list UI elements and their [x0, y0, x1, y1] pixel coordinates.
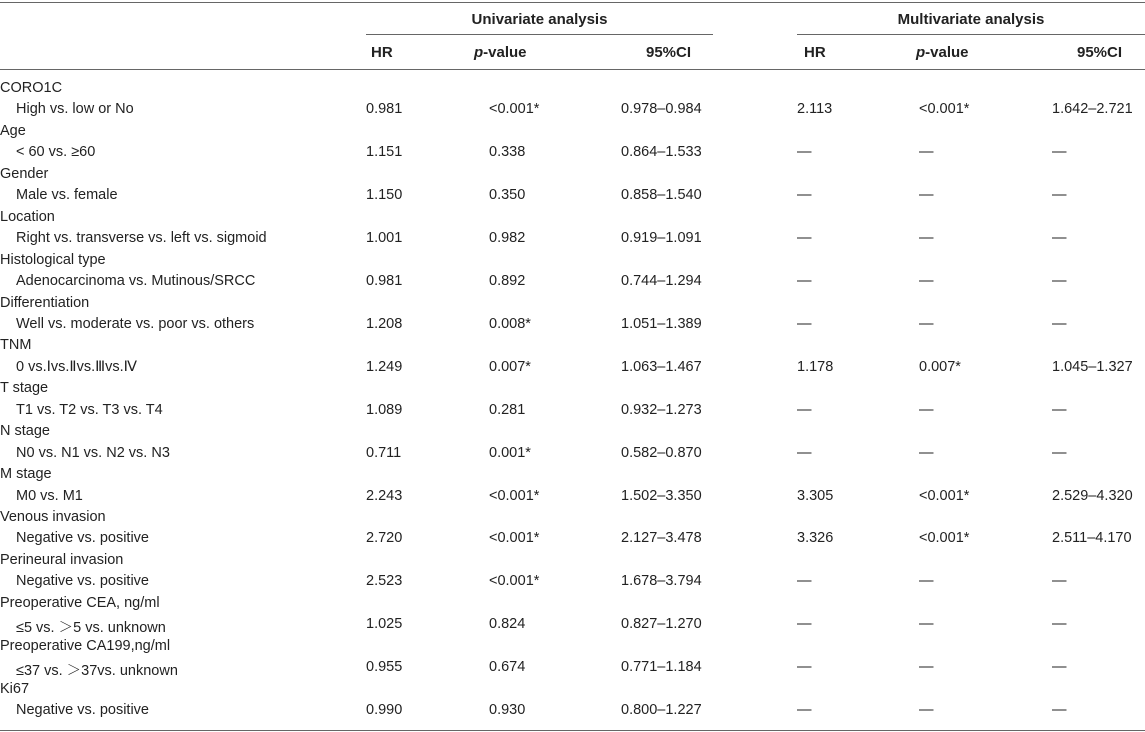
univariate-hr-cell: 2.720	[366, 530, 403, 547]
variable-label: Location	[0, 208, 55, 225]
multivariate-ci-cell: —	[1052, 187, 1067, 204]
comparison-label: T1 vs. T2 vs. T3 vs. T4	[16, 401, 163, 418]
multivariate-p-cell: —	[919, 444, 934, 461]
comparison-label: ≤37 vs. ＞37vs. unknown	[16, 663, 178, 680]
multivariate-ci-cell: 1.642–2.721	[1052, 101, 1133, 118]
univariate-p-cell: 0.824	[489, 616, 526, 633]
univariate-p-cell: <0.001*	[489, 487, 540, 504]
variable-row	[0, 123, 1145, 145]
p-suffix: -value	[483, 44, 527, 61]
multivariate-hr-cell: —	[797, 659, 812, 676]
univariate-hr-cell: 1.249	[366, 358, 403, 375]
univariate-p-cell: 0.892	[489, 273, 526, 290]
multivariate-p-cell: 0.007*	[919, 358, 961, 375]
univariate-ci-cell: 0.800–1.227	[621, 702, 702, 719]
table-row	[0, 573, 1145, 595]
multivariate-p-cell: <0.001*	[919, 530, 970, 547]
table-row	[0, 659, 1145, 681]
univariate-ci-cell: 1.502–3.350	[621, 487, 702, 504]
univariate-hr-cell: 1.089	[366, 401, 403, 418]
comparison-label: N0 vs. N1 vs. N2 vs. N3	[16, 444, 170, 461]
variable-label: TNM	[0, 337, 32, 354]
multivariate-p-header	[916, 44, 969, 64]
multivariate-hr-cell: —	[797, 144, 812, 161]
univariate-p-cell: 0.007*	[489, 358, 531, 375]
univariate-p-cell: 0.001*	[489, 444, 531, 461]
table-row	[0, 316, 1145, 338]
variable-label: Preoperative CEA, ng/ml	[0, 594, 160, 611]
multivariate-p-cell: —	[919, 144, 934, 161]
multivariate-ci-cell: —	[1052, 659, 1067, 676]
univariate-ci-cell: 0.864–1.533	[621, 144, 702, 161]
multivariate-hr-cell: 1.178	[797, 358, 834, 375]
variable-row	[0, 466, 1145, 488]
multivariate-ci-cell: 1.045–1.327	[1052, 358, 1133, 375]
multivariate-ci-header: 95%CI	[1077, 44, 1123, 61]
univariate-p-header	[474, 44, 527, 64]
multivariate-hr-cell: —	[797, 573, 812, 590]
comparison-label: 0 vs.Ⅰvs.Ⅱvs.Ⅲvs.Ⅳ	[16, 358, 137, 375]
multivariate-ci-cell: —	[1052, 273, 1067, 290]
univariate-ci-cell: 0.978–0.984	[621, 101, 702, 118]
table-bottom-rule	[0, 730, 1145, 731]
univariate-p-cell: 0.281	[489, 401, 526, 418]
multivariate-hr-cell: —	[797, 230, 812, 247]
variable-row	[0, 423, 1145, 445]
comparison-label: High vs. low or No	[16, 101, 134, 118]
multivariate-hr-cell: —	[797, 315, 812, 332]
multivariate-p-cell: —	[919, 659, 934, 676]
variable-row	[0, 252, 1145, 274]
univariate-hr-cell: 1.001	[366, 230, 403, 247]
multivariate-hr-cell: —	[797, 444, 812, 461]
multivariate-ci-cell: —	[1052, 444, 1067, 461]
multivariate-ci-cell: 2.511–4.170	[1052, 530, 1132, 547]
multivariate-ci-cell: 2.529–4.320	[1052, 487, 1133, 504]
univariate-ci-cell: 0.858–1.540	[621, 187, 702, 204]
table-row	[0, 702, 1145, 724]
variable-label: Gender	[0, 165, 49, 182]
table-row	[0, 230, 1145, 252]
univariate-ci-cell: 0.827–1.270	[621, 616, 702, 633]
univariate-group-header: Univariate analysis	[471, 11, 608, 28]
p-suffix: -value	[925, 44, 969, 61]
multivariate-hr-cell: —	[797, 187, 812, 204]
table-top-rule	[0, 2, 1145, 3]
table-row	[0, 616, 1145, 638]
table-row	[0, 187, 1145, 209]
multivariate-hr-cell: 3.326	[797, 530, 834, 547]
multivariate-p-cell: —	[919, 315, 934, 332]
multivariate-hr-header: HR	[804, 44, 826, 61]
variable-label: M stage	[0, 466, 52, 483]
multivariate-hr-cell: —	[797, 616, 812, 633]
variable-row	[0, 337, 1145, 359]
univariate-ci-header: 95%CI	[646, 44, 692, 61]
multivariate-ci-cell: —	[1052, 702, 1067, 719]
comparison-label: Male vs. female	[16, 187, 118, 204]
univariate-hr-cell: 1.150	[366, 187, 403, 204]
comparison-label: ≤5 vs. ＞5 vs. unknown	[16, 620, 166, 637]
multivariate-ci-cell: —	[1052, 315, 1067, 332]
variable-label: Differentiation	[0, 294, 90, 311]
comparison-label: Negative vs. positive	[16, 702, 149, 719]
table-row	[0, 402, 1145, 424]
variable-row	[0, 681, 1145, 703]
univariate-p-cell: 0.008*	[489, 315, 531, 332]
variable-row	[0, 509, 1145, 531]
univariate-hr-cell: 0.990	[366, 702, 403, 719]
univariate-ci-cell: 0.919–1.091	[621, 230, 702, 247]
multivariate-hr-cell: 2.113	[797, 101, 833, 118]
univariate-hr-cell: 0.981	[366, 101, 403, 118]
univariate-hr-cell: 0.981	[366, 273, 403, 290]
p-italic: p	[916, 44, 926, 61]
univariate-group-underline	[366, 34, 713, 35]
variable-row	[0, 80, 1145, 102]
multivariate-hr-cell: —	[797, 702, 812, 719]
multivariate-p-cell: —	[919, 401, 934, 418]
univariate-hr-cell: 2.523	[366, 573, 403, 590]
variable-label: CORO1C	[0, 80, 63, 96]
multivariate-hr-cell: —	[797, 401, 812, 418]
table-row	[0, 144, 1145, 166]
variable-row	[0, 595, 1145, 617]
table-row	[0, 359, 1145, 381]
variable-row	[0, 295, 1145, 317]
multivariate-hr-cell: 3.305	[797, 487, 834, 504]
multivariate-hr-cell: —	[797, 273, 812, 290]
multivariate-p-cell: —	[919, 573, 934, 590]
variable-label: N stage	[0, 423, 50, 440]
multivariate-p-cell: —	[919, 230, 934, 247]
comparison-label: < 60 vs. ≥60	[16, 144, 96, 161]
multivariate-ci-cell: —	[1052, 144, 1067, 161]
univariate-ci-cell: 0.932–1.273	[621, 401, 702, 418]
multivariate-ci-cell: —	[1052, 616, 1067, 633]
univariate-p-cell: <0.001*	[489, 530, 540, 547]
variable-row	[0, 166, 1145, 188]
variable-row	[0, 380, 1145, 402]
univariate-ci-cell: 1.063–1.467	[621, 358, 702, 375]
variable-label: Ki67	[0, 680, 30, 697]
univariate-p-cell: <0.001*	[489, 101, 540, 118]
variable-label: Age	[0, 122, 26, 139]
variable-label: T stage	[0, 380, 49, 397]
variable-label: Perineural invasion	[0, 551, 124, 568]
univariate-hr-cell: 2.243	[366, 487, 403, 504]
variable-row	[0, 552, 1145, 574]
multivariate-p-cell: —	[919, 616, 934, 633]
univariate-ci-cell: 0.744–1.294	[621, 273, 702, 290]
multivariate-p-cell: —	[919, 702, 934, 719]
multivariate-ci-cell: —	[1052, 401, 1067, 418]
univariate-ci-cell: 1.051–1.389	[621, 315, 702, 332]
table-row	[0, 101, 1145, 123]
variable-label: Histological type	[0, 251, 106, 268]
p-italic: p	[474, 44, 484, 61]
variable-label: Preoperative CA199,ng/ml	[0, 637, 171, 654]
univariate-ci-cell: 1.678–3.794	[621, 573, 702, 590]
univariate-hr-cell: 0.711	[366, 444, 402, 461]
comparison-label: Negative vs. positive	[16, 530, 149, 547]
multivariate-p-cell: <0.001*	[919, 101, 970, 118]
univariate-p-cell: 0.338	[489, 144, 526, 161]
univariate-ci-cell: 2.127–3.478	[621, 530, 702, 547]
univariate-p-cell: <0.001*	[489, 573, 540, 590]
univariate-p-cell: 0.350	[489, 187, 526, 204]
variable-row	[0, 209, 1145, 231]
header-bottom-rule	[0, 69, 1145, 70]
univariate-hr-cell: 1.208	[366, 315, 403, 332]
univariate-hr-cell: 1.025	[366, 616, 403, 633]
comparison-label: Negative vs. positive	[16, 573, 149, 590]
multivariate-group-header: Multivariate analysis	[897, 11, 1045, 28]
comparison-label: Right vs. transverse vs. left vs. sigmoid	[16, 230, 267, 247]
univariate-p-cell: 0.674	[489, 659, 526, 676]
table-row	[0, 530, 1145, 552]
variable-label: Venous invasion	[0, 509, 106, 525]
univariate-ci-cell: 0.582–0.870	[621, 444, 702, 461]
table-row	[0, 445, 1145, 467]
univariate-ci-cell: 0.771–1.184	[621, 659, 702, 676]
multivariate-ci-cell: —	[1052, 573, 1067, 590]
comparison-label: Well vs. moderate vs. poor vs. others	[16, 315, 255, 332]
table-row	[0, 273, 1145, 295]
comparison-label: Adenocarcinoma vs. Mutinous/SRCC	[16, 273, 256, 290]
multivariate-group-underline	[797, 34, 1145, 35]
univariate-hr-header: HR	[371, 44, 393, 61]
variable-row	[0, 638, 1145, 660]
univariate-hr-cell: 1.151	[366, 144, 403, 161]
table-row	[0, 488, 1145, 510]
multivariate-ci-cell: —	[1052, 230, 1067, 247]
multivariate-p-cell: —	[919, 273, 934, 290]
univariate-hr-cell: 0.955	[366, 659, 403, 676]
univariate-p-cell: 0.930	[489, 702, 526, 719]
comparison-label: M0 vs. M1	[16, 487, 83, 504]
univariate-p-cell: 0.982	[489, 230, 526, 247]
multivariate-p-cell: —	[919, 187, 934, 204]
multivariate-p-cell: <0.001*	[919, 487, 970, 504]
